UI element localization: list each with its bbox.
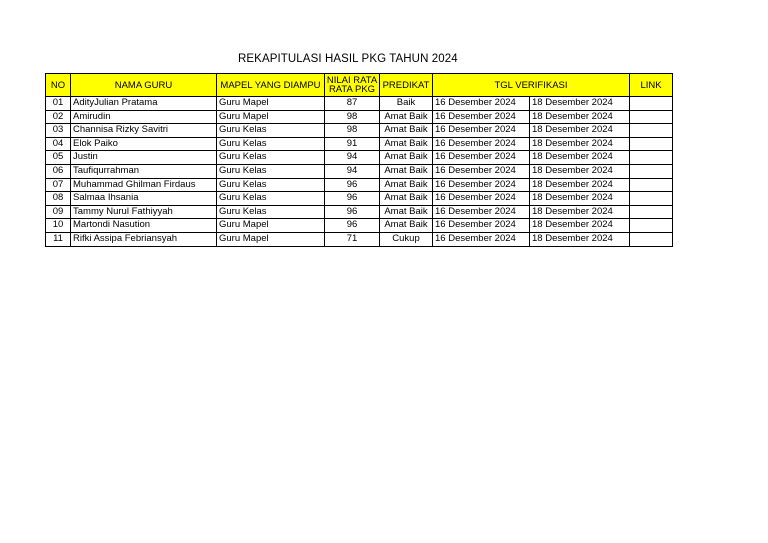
table-row bbox=[46, 232, 673, 246]
cell-nilai: 96 bbox=[325, 178, 380, 192]
cell-predikat: Amat Baik bbox=[380, 205, 433, 219]
header-tgl-verifikasi: TGL VERIFIKASI bbox=[433, 74, 630, 97]
cell-tgl-2: 18 Desember 2024 bbox=[530, 232, 630, 246]
cell-tgl-1: 16 Desember 2024 bbox=[433, 205, 530, 219]
cell-mapel: Guru Kelas bbox=[217, 205, 325, 219]
cell-no: 02 bbox=[46, 110, 71, 124]
cell-link[interactable] bbox=[630, 137, 673, 151]
cell-no: 08 bbox=[46, 192, 71, 206]
cell-tgl-2: 18 Desember 2024 bbox=[530, 164, 630, 178]
cell-nilai: 96 bbox=[325, 219, 380, 233]
table-row bbox=[46, 110, 673, 124]
cell-tgl-1: 16 Desember 2024 bbox=[433, 164, 530, 178]
cell-nama-guru: Salmaa Ihsania bbox=[71, 192, 217, 206]
cell-tgl-1: 16 Desember 2024 bbox=[433, 219, 530, 233]
cell-tgl-2: 18 Desember 2024 bbox=[530, 192, 630, 206]
cell-tgl-1: 16 Desember 2024 bbox=[433, 178, 530, 192]
cell-predikat: Baik bbox=[380, 97, 433, 111]
cell-tgl-1: 16 Desember 2024 bbox=[433, 192, 530, 206]
cell-tgl-1: 16 Desember 2024 bbox=[433, 137, 530, 151]
cell-nama-guru: Taufiqurrahman bbox=[71, 164, 217, 178]
cell-link[interactable] bbox=[630, 151, 673, 165]
cell-nilai: 96 bbox=[325, 192, 380, 206]
cell-tgl-1: 16 Desember 2024 bbox=[433, 110, 530, 124]
cell-nilai: 98 bbox=[325, 110, 380, 124]
page-title: REKAPITULASI HASIL PKG TAHUN 2024 bbox=[238, 53, 458, 65]
cell-predikat: Amat Baik bbox=[380, 151, 433, 165]
cell-nilai: 87 bbox=[325, 97, 380, 111]
cell-tgl-2: 18 Desember 2024 bbox=[530, 178, 630, 192]
cell-link[interactable] bbox=[630, 219, 673, 233]
table-row bbox=[46, 178, 673, 192]
table-row bbox=[46, 164, 673, 178]
cell-mapel: Guru Kelas bbox=[217, 164, 325, 178]
cell-predikat: Amat Baik bbox=[380, 219, 433, 233]
cell-tgl-1: 16 Desember 2024 bbox=[433, 124, 530, 138]
cell-predikat: Amat Baik bbox=[380, 192, 433, 206]
cell-nilai: 91 bbox=[325, 137, 380, 151]
cell-link[interactable] bbox=[630, 97, 673, 111]
cell-link[interactable] bbox=[630, 178, 673, 192]
cell-predikat: Amat Baik bbox=[380, 137, 433, 151]
cell-predikat: Amat Baik bbox=[380, 178, 433, 192]
cell-tgl-2: 18 Desember 2024 bbox=[530, 97, 630, 111]
cell-link[interactable] bbox=[630, 124, 673, 138]
cell-tgl-1: 16 Desember 2024 bbox=[433, 232, 530, 246]
cell-tgl-2: 18 Desember 2024 bbox=[530, 151, 630, 165]
cell-link[interactable] bbox=[630, 205, 673, 219]
cell-no: 09 bbox=[46, 205, 71, 219]
cell-link[interactable] bbox=[630, 192, 673, 206]
cell-no: 11 bbox=[46, 232, 71, 246]
header-predikat: PREDIKAT bbox=[380, 74, 433, 97]
cell-nama-guru: Tammy Nurul Fathiyyah bbox=[71, 205, 217, 219]
cell-no: 07 bbox=[46, 178, 71, 192]
table-row bbox=[46, 97, 673, 111]
cell-mapel: Guru Mapel bbox=[217, 110, 325, 124]
cell-mapel: Guru Kelas bbox=[217, 151, 325, 165]
cell-mapel: Guru Kelas bbox=[217, 178, 325, 192]
cell-nama-guru: Martondi Nasution bbox=[71, 219, 217, 233]
cell-nama-guru: AdityJulian Pratama bbox=[71, 97, 217, 111]
cell-nama-guru: Amirudin bbox=[71, 110, 217, 124]
header-nilai-line2: RATA PKG bbox=[328, 84, 376, 95]
table-row bbox=[46, 137, 673, 151]
cell-nilai: 98 bbox=[325, 124, 380, 138]
cell-link[interactable] bbox=[630, 164, 673, 178]
cell-tgl-2: 18 Desember 2024 bbox=[530, 219, 630, 233]
cell-link[interactable] bbox=[630, 110, 673, 124]
cell-mapel: Guru Mapel bbox=[217, 232, 325, 246]
header-nilai bbox=[325, 74, 380, 97]
cell-no: 03 bbox=[46, 124, 71, 138]
header-link: LINK bbox=[630, 74, 673, 97]
cell-no: 10 bbox=[46, 219, 71, 233]
cell-nama-guru: Muhammad Ghilman Firdaus bbox=[71, 178, 217, 192]
table-row bbox=[46, 205, 673, 219]
cell-tgl-2: 18 Desember 2024 bbox=[530, 137, 630, 151]
cell-no: 04 bbox=[46, 137, 71, 151]
table-row bbox=[46, 151, 673, 165]
header-nilai-line1: NILAI RATA bbox=[326, 75, 378, 86]
cell-predikat: Cukup bbox=[380, 232, 433, 246]
cell-no: 06 bbox=[46, 164, 71, 178]
cell-link[interactable] bbox=[630, 232, 673, 246]
cell-nama-guru: Elok Paiko bbox=[71, 137, 217, 151]
cell-nilai: 96 bbox=[325, 205, 380, 219]
cell-tgl-2: 18 Desember 2024 bbox=[530, 205, 630, 219]
header-mapel: MAPEL YANG DIAMPU bbox=[217, 74, 325, 97]
header-row bbox=[46, 74, 673, 97]
recap-table bbox=[45, 73, 673, 247]
cell-predikat: Amat Baik bbox=[380, 110, 433, 124]
cell-tgl-1: 16 Desember 2024 bbox=[433, 97, 530, 111]
table-row bbox=[46, 124, 673, 138]
cell-tgl-2: 18 Desember 2024 bbox=[530, 110, 630, 124]
table-row bbox=[46, 219, 673, 233]
table-row bbox=[46, 192, 673, 206]
cell-nilai: 94 bbox=[325, 164, 380, 178]
cell-nama-guru: Justin bbox=[71, 151, 217, 165]
cell-no: 05 bbox=[46, 151, 71, 165]
cell-tgl-2: 18 Desember 2024 bbox=[530, 124, 630, 138]
cell-nilai: 94 bbox=[325, 151, 380, 165]
header-nama-guru: NAMA GURU bbox=[71, 74, 217, 97]
cell-no: 01 bbox=[46, 97, 71, 111]
cell-mapel: Guru Mapel bbox=[217, 97, 325, 111]
header-no: NO bbox=[46, 74, 71, 97]
cell-nilai: 71 bbox=[325, 232, 380, 246]
cell-mapel: Guru Kelas bbox=[217, 137, 325, 151]
cell-nama-guru: Channisa Rizky Savitri bbox=[71, 124, 217, 138]
cell-nama-guru: Rifki Assipa Febriansyah bbox=[71, 232, 217, 246]
cell-tgl-1: 16 Desember 2024 bbox=[433, 151, 530, 165]
cell-mapel: Guru Kelas bbox=[217, 124, 325, 138]
cell-predikat: Amat Baik bbox=[380, 124, 433, 138]
cell-mapel: Guru Kelas bbox=[217, 192, 325, 206]
cell-predikat: Amat Baik bbox=[380, 164, 433, 178]
cell-mapel: Guru Mapel bbox=[217, 219, 325, 233]
